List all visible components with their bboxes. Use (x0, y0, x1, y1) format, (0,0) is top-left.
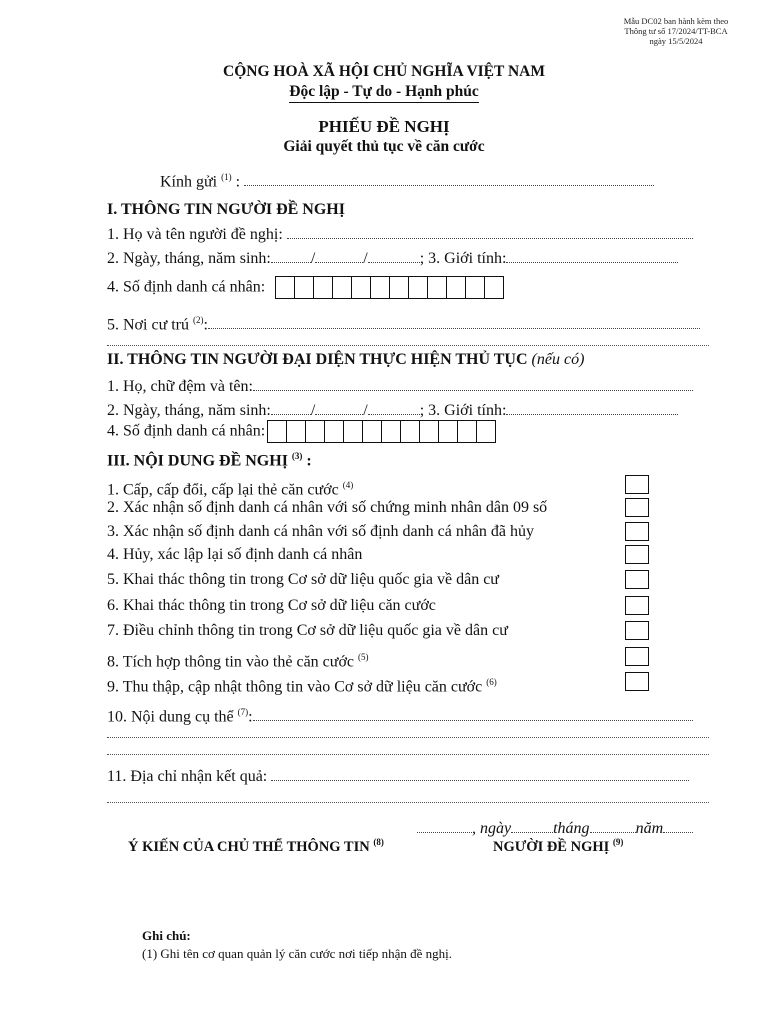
s1-dob-label: 2. Ngày, tháng, năm sinh: (107, 250, 271, 267)
s1-id-grid[interactable] (275, 276, 504, 299)
request-item (107, 475, 353, 500)
content-sup: (7) (237, 707, 249, 717)
request-item-checkbox[interactable] (625, 570, 649, 589)
section-1-heading: I. THÔNG TIN NGƯỜI ĐỀ NGHỊ (107, 201, 345, 218)
request-item-label: 9. Thu thập, cập nhật thông tin vào Cơ sở dữ liệu căn cước (107, 678, 483, 696)
s2-gender-field[interactable] (506, 400, 678, 415)
section-2-heading (107, 351, 584, 369)
s2-id-label: 4. Số định danh cá nhân: (107, 422, 266, 440)
s1-residence-label: 5. Nơi cư trú (107, 316, 190, 334)
date-row (417, 818, 693, 838)
request-item-sup: (5) (358, 652, 369, 662)
address-field[interactable] (271, 766, 689, 781)
s1-residence-colon: : (203, 316, 208, 334)
requester-heading (493, 837, 623, 856)
date-place-field[interactable] (417, 818, 472, 833)
s2-dob-year-field[interactable] (368, 400, 420, 415)
request-item-checkbox[interactable] (625, 596, 649, 615)
request-item-label: 3. Xác nhận số định danh cá nhân với số định danh cá nhân đã hủy (107, 523, 535, 540)
notes-heading: Ghi chú: (142, 928, 191, 943)
recipient-label: Kính gửi (160, 173, 218, 191)
request-item-sup: (6) (486, 677, 497, 687)
s1-id-row (107, 276, 504, 299)
request-item (107, 570, 499, 590)
content-extra-line[interactable] (107, 737, 709, 738)
request-item (107, 498, 547, 518)
request-item-checkbox[interactable] (625, 498, 649, 517)
motto: Độc lập - Tự do - Hạnh phúc (289, 83, 478, 103)
request-item-checkbox[interactable] (625, 522, 649, 541)
request-item (107, 647, 369, 672)
section-3-colon: : (302, 452, 312, 470)
content-colon: : (248, 708, 253, 726)
s2-id-grid[interactable] (267, 420, 496, 443)
request-item-checkbox[interactable] (625, 545, 649, 564)
content-row (107, 702, 693, 727)
section-3-sup: (3) (291, 451, 303, 461)
s2-gender-label: ; 3. Giới tính: (419, 402, 507, 419)
date-day-field[interactable] (511, 818, 553, 833)
date-year-field[interactable] (663, 818, 693, 833)
requester-label: NGƯỜI ĐỀ NGHỊ (493, 838, 610, 855)
form-code-line: Mẫu DC02 ban hành kèm theo (623, 16, 729, 26)
s1-dob-month-field[interactable] (315, 248, 363, 263)
s2-dob-row: 2. Ngày, tháng, năm sinh: / / ; 3. Giới tính: (107, 400, 678, 421)
s1-name-row (107, 224, 693, 245)
recipient-colon: : (231, 173, 241, 191)
owner-opinion-sup: (8) (373, 837, 384, 847)
motto-wrap (0, 83, 768, 103)
request-item-checkbox[interactable] (625, 475, 649, 494)
s1-id-label: 4. Số định danh cá nhân: (107, 278, 266, 296)
s2-name-row (107, 376, 693, 397)
form-subtitle: Giải quyết thủ tục về căn cước (283, 138, 485, 155)
s2-dob-day-field[interactable] (271, 400, 311, 415)
s1-name-label: 1. Họ và tên người đề nghị: (107, 226, 283, 243)
section-3-heading (107, 451, 312, 470)
recipient-field[interactable] (244, 171, 654, 186)
request-item-checkbox[interactable] (625, 621, 649, 640)
request-item (107, 621, 508, 641)
request-item-checkbox[interactable] (625, 647, 649, 666)
request-item-label: 7. Điều chỉnh thông tin trong Cơ sở dữ liệu quốc gia về dân cư (107, 622, 508, 639)
request-item (107, 596, 436, 616)
form-code-line: Thông tư số 17/2024/TT-BCA (624, 26, 728, 36)
s1-residence-row (107, 310, 700, 335)
s1-residence-extra-line[interactable] (107, 345, 709, 346)
form-title: PHIẾU ĐỀ NGHỊ (318, 117, 450, 136)
content-field[interactable] (253, 706, 693, 721)
request-item-label: 5. Khai thác thông tin trong Cơ sở dữ liệu quốc gia về dân cư (107, 571, 499, 588)
date-year-label: năm (635, 820, 664, 837)
country-name: CỘNG HOÀ XÃ HỘI CHỦ NGHĨA VIỆT NAM (223, 63, 545, 80)
s2-name-field[interactable] (253, 376, 693, 391)
address-row (107, 766, 689, 787)
s2-dob-month-field[interactable] (315, 400, 363, 415)
request-item (107, 672, 497, 697)
note-line: (1) Ghi tên cơ quan quản lý căn cước nơi tiếp nhận đề nghị. (142, 946, 452, 961)
request-item (107, 545, 362, 565)
request-item-checkbox[interactable] (625, 672, 649, 691)
recipient-sup: (1) (221, 172, 232, 182)
s1-name-field[interactable] (287, 224, 693, 239)
s1-dob-year-field[interactable] (368, 248, 420, 263)
s1-residence-field[interactable] (208, 314, 700, 329)
content-extra-line[interactable] (107, 754, 709, 755)
request-item-label: 2. Xác nhận số định danh cá nhân với số chứng minh nhân dân 09 số (107, 499, 548, 516)
request-item-sup: (4) (342, 480, 354, 490)
section-2-title: II. THÔNG TIN NGƯỜI ĐẠI DIỆN THỰC HIỆN THỦ TỤC (107, 351, 528, 368)
recipient-row (160, 167, 654, 192)
date-month-field[interactable] (590, 818, 636, 833)
s1-gender-label: ; 3. Giới tính: (419, 250, 507, 267)
request-item-label: 8. Tích hợp thông tin vào thẻ căn cước (107, 653, 355, 671)
content-label: 10. Nội dung cụ thể (107, 708, 234, 726)
s1-gender-field[interactable] (506, 248, 678, 263)
requester-sup: (9) (612, 837, 624, 847)
s2-name-label: 1. Họ, chữ đệm và tên: (107, 378, 253, 395)
form-code (596, 16, 756, 46)
s1-dob-row: 2. Ngày, tháng, năm sinh: / / ; 3. Giới tính: (107, 248, 678, 269)
s1-residence-sup: (2) (193, 315, 204, 325)
request-item-label: 4. Hủy, xác lập lại số định danh cá nhân (107, 546, 363, 563)
address-label: 11. Địa chỉ nhận kết quả: (107, 768, 268, 785)
section-2-note: (nếu có) (531, 351, 585, 368)
date-day-label: , ngày (472, 820, 512, 837)
s1-dob-day-field[interactable] (271, 248, 311, 263)
s2-dob-label: 2. Ngày, tháng, năm sinh: (107, 402, 271, 419)
date-month-label: tháng (553, 820, 590, 837)
owner-opinion-label: Ý KIẾN CỦA CHỦ THỂ THÔNG TIN (128, 838, 370, 855)
s2-id-row (107, 420, 496, 443)
request-item (107, 522, 534, 542)
request-item-label: 1. Cấp, cấp đổi, cấp lại thẻ căn cước (107, 481, 339, 499)
owner-opinion-heading (128, 837, 384, 856)
request-item-label: 6. Khai thác thông tin trong Cơ sở dữ liệu căn cước (107, 597, 436, 614)
section-3-title: III. NỘI DUNG ĐỀ NGHỊ (107, 452, 288, 470)
form-code-line: ngày 15/5/2024 (649, 36, 703, 46)
address-extra-line[interactable] (107, 802, 709, 803)
